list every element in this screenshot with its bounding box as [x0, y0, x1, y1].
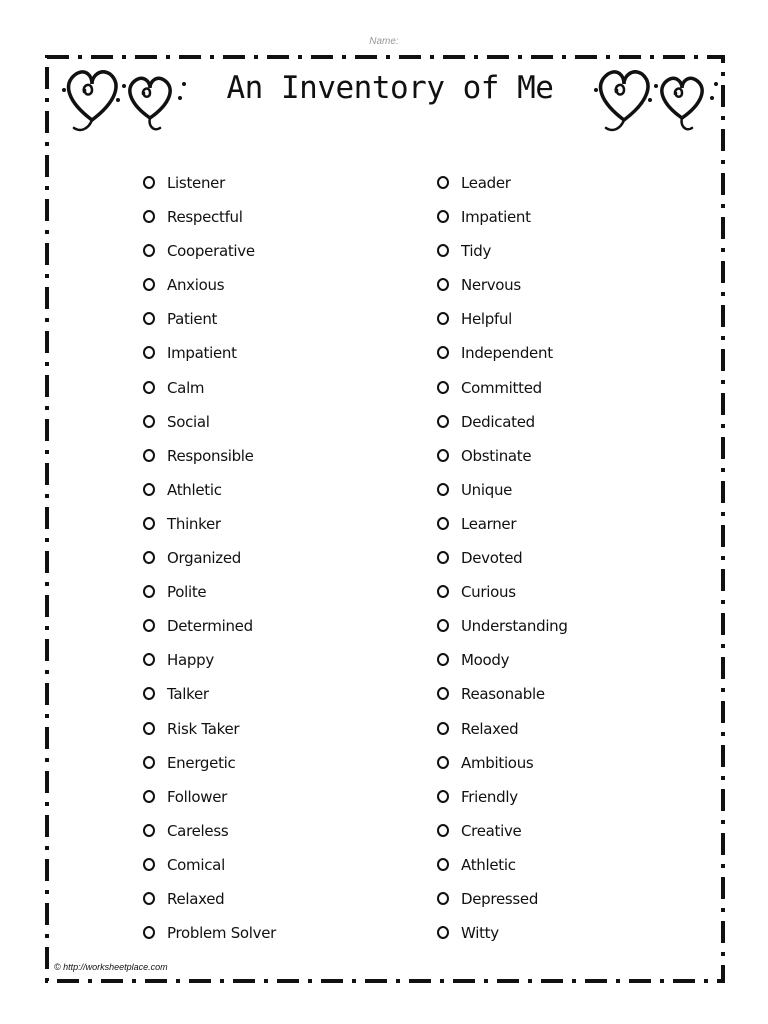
circle-bullet-icon[interactable]	[143, 858, 155, 871]
trait-item[interactable]	[437, 820, 568, 854]
trait-label: Helpful	[461, 310, 513, 329]
circle-bullet-icon[interactable]	[437, 653, 449, 666]
circle-bullet-icon[interactable]	[437, 551, 449, 564]
trait-item[interactable]	[437, 786, 568, 820]
circle-bullet-icon[interactable]	[437, 312, 449, 325]
circle-bullet-icon[interactable]	[437, 722, 449, 735]
trait-label: Respectful	[167, 208, 243, 227]
trait-label: Risk Taker	[167, 719, 240, 738]
trait-item[interactable]	[437, 752, 568, 786]
trait-item[interactable]	[143, 649, 276, 683]
trait-label: Careless	[167, 821, 229, 840]
trait-label: Friendly	[461, 787, 518, 806]
trait-label: Patient	[167, 310, 218, 329]
trait-item[interactable]	[143, 888, 276, 922]
trait-item[interactable]	[143, 683, 276, 717]
circle-bullet-icon[interactable]	[437, 926, 449, 939]
trait-label: Leader	[461, 174, 511, 192]
trait-item[interactable]	[143, 274, 276, 308]
trait-item[interactable]	[437, 377, 568, 411]
circle-bullet-icon[interactable]	[437, 687, 449, 700]
trait-item[interactable]	[143, 752, 276, 786]
trait-label: Nervous	[461, 276, 521, 295]
trait-item[interactable]	[143, 172, 276, 206]
circle-bullet-icon[interactable]	[143, 244, 155, 257]
trait-label: Unique	[461, 480, 513, 499]
trait-label: Creative	[461, 821, 522, 840]
trait-label: Dedicated	[461, 412, 535, 431]
trait-label: Impatient	[461, 208, 531, 227]
circle-bullet-icon[interactable]	[143, 722, 155, 735]
trait-label: Determined	[167, 617, 253, 636]
page-title: An Inventory of Me	[226, 70, 554, 106]
trait-item[interactable]	[143, 445, 276, 479]
circle-bullet-icon[interactable]	[437, 619, 449, 632]
trait-label: Athletic	[461, 855, 516, 874]
circle-bullet-icon[interactable]	[143, 415, 155, 428]
circle-bullet-icon[interactable]	[437, 415, 449, 428]
trait-list-right	[437, 172, 568, 956]
circle-bullet-icon[interactable]	[437, 585, 449, 598]
trait-item[interactable]	[143, 206, 276, 240]
circle-bullet-icon[interactable]	[143, 687, 155, 700]
circle-bullet-icon[interactable]	[143, 517, 155, 530]
trait-label: Anxious	[167, 276, 225, 295]
trait-label: Problem Solver	[167, 924, 277, 943]
circle-bullet-icon[interactable]	[143, 756, 155, 769]
trait-label: Obstinate	[461, 446, 532, 465]
circle-bullet-icon[interactable]	[143, 790, 155, 803]
circle-bullet-icon[interactable]	[437, 892, 449, 905]
trait-label: Relaxed	[167, 889, 225, 908]
trait-label: Devoted	[461, 549, 523, 568]
trait-item[interactable]	[143, 377, 276, 411]
trait-label: Witty	[461, 924, 499, 943]
trait-label: Listener	[167, 174, 225, 192]
trait-item[interactable]	[437, 547, 568, 581]
trait-label: Athletic	[167, 480, 222, 499]
trait-item[interactable]	[437, 649, 568, 683]
trait-item[interactable]	[437, 581, 568, 615]
trait-label: Reasonable	[461, 685, 545, 704]
trait-item[interactable]	[143, 581, 276, 615]
trait-item[interactable]	[437, 308, 568, 342]
circle-bullet-icon[interactable]	[143, 926, 155, 939]
circle-bullet-icon[interactable]	[143, 551, 155, 564]
circle-bullet-icon[interactable]	[437, 517, 449, 530]
trait-label: Curious	[461, 583, 516, 602]
trait-label: Talker	[167, 685, 209, 704]
trait-list-left	[143, 172, 276, 956]
trait-item[interactable]	[143, 922, 276, 956]
trait-item[interactable]	[437, 615, 568, 649]
trait-item[interactable]	[143, 615, 276, 649]
trait-label: Follower	[167, 787, 228, 806]
trait-item[interactable]	[143, 240, 276, 274]
circle-bullet-icon[interactable]	[143, 278, 155, 291]
trait-label: Organized	[167, 549, 242, 568]
trait-item[interactable]	[143, 718, 276, 752]
circle-bullet-icon[interactable]	[143, 619, 155, 632]
circle-bullet-icon[interactable]	[437, 756, 449, 769]
circle-bullet-icon[interactable]	[437, 176, 449, 189]
trait-item[interactable]	[143, 308, 276, 342]
trait-item[interactable]	[437, 342, 568, 376]
circle-bullet-icon[interactable]	[143, 483, 155, 496]
circle-bullet-icon[interactable]	[437, 244, 449, 257]
circle-bullet-icon[interactable]	[437, 210, 449, 223]
trait-item[interactable]	[437, 683, 568, 717]
trait-item[interactable]	[437, 445, 568, 479]
circle-bullet-icon[interactable]	[143, 585, 155, 598]
trait-label: Impatient	[167, 344, 237, 363]
circle-bullet-icon[interactable]	[143, 381, 155, 394]
trait-item[interactable]	[437, 411, 568, 445]
trait-label: Polite	[167, 583, 207, 602]
trait-item[interactable]	[143, 854, 276, 888]
circle-bullet-icon[interactable]	[143, 653, 155, 666]
circle-bullet-icon[interactable]	[143, 824, 155, 837]
trait-label: Committed	[461, 378, 542, 397]
trait-label: Ambitious	[461, 753, 534, 772]
trait-label: Tidy	[461, 242, 492, 261]
circle-bullet-icon[interactable]	[143, 210, 155, 223]
trait-item[interactable]	[143, 513, 276, 547]
trait-item[interactable]	[143, 411, 276, 445]
trait-item[interactable]	[437, 240, 568, 274]
trait-label: Depressed	[461, 889, 539, 908]
circle-bullet-icon[interactable]	[437, 790, 449, 803]
circle-bullet-icon[interactable]	[143, 892, 155, 905]
trait-label: Independent	[461, 344, 553, 363]
trait-label: Comical	[167, 855, 225, 874]
circle-bullet-icon[interactable]	[143, 346, 155, 359]
trait-item[interactable]	[143, 547, 276, 581]
circle-bullet-icon[interactable]	[437, 824, 449, 837]
circle-bullet-icon[interactable]	[437, 858, 449, 871]
trait-label: Relaxed	[461, 719, 519, 738]
trait-label: Learner	[461, 514, 517, 533]
trait-label: Energetic	[167, 753, 236, 772]
circle-bullet-icon[interactable]	[437, 381, 449, 394]
trait-item[interactable]	[437, 718, 568, 752]
trait-label: Happy	[167, 651, 214, 670]
circle-bullet-icon[interactable]	[143, 312, 155, 325]
circle-bullet-icon[interactable]	[437, 346, 449, 359]
circle-bullet-icon[interactable]	[143, 176, 155, 189]
trait-item[interactable]	[143, 342, 276, 376]
trait-item[interactable]	[437, 854, 568, 888]
circle-bullet-icon[interactable]	[437, 278, 449, 291]
trait-item[interactable]	[437, 172, 568, 206]
trait-label: Thinker	[167, 514, 221, 533]
trait-item[interactable]	[143, 786, 276, 820]
copyright-footer: © http://worksheetplace.com	[54, 962, 168, 972]
circle-bullet-icon[interactable]	[437, 449, 449, 462]
circle-bullet-icon[interactable]	[437, 483, 449, 496]
trait-item[interactable]	[437, 888, 568, 922]
name-label: Name:	[369, 36, 399, 47]
trait-label: Calm	[167, 378, 205, 397]
trait-item[interactable]	[437, 479, 568, 513]
trait-item[interactable]	[143, 479, 276, 513]
trait-item[interactable]	[437, 206, 568, 240]
trait-item[interactable]	[437, 274, 568, 308]
trait-item[interactable]	[437, 513, 568, 547]
trait-label: Understanding	[461, 617, 568, 636]
trait-label: Responsible	[167, 446, 254, 465]
trait-item[interactable]	[143, 820, 276, 854]
circle-bullet-icon[interactable]	[143, 449, 155, 462]
trait-label: Moody	[461, 651, 510, 670]
trait-label: Cooperative	[167, 242, 255, 261]
trait-label: Social	[167, 412, 210, 431]
trait-item[interactable]	[437, 922, 568, 956]
